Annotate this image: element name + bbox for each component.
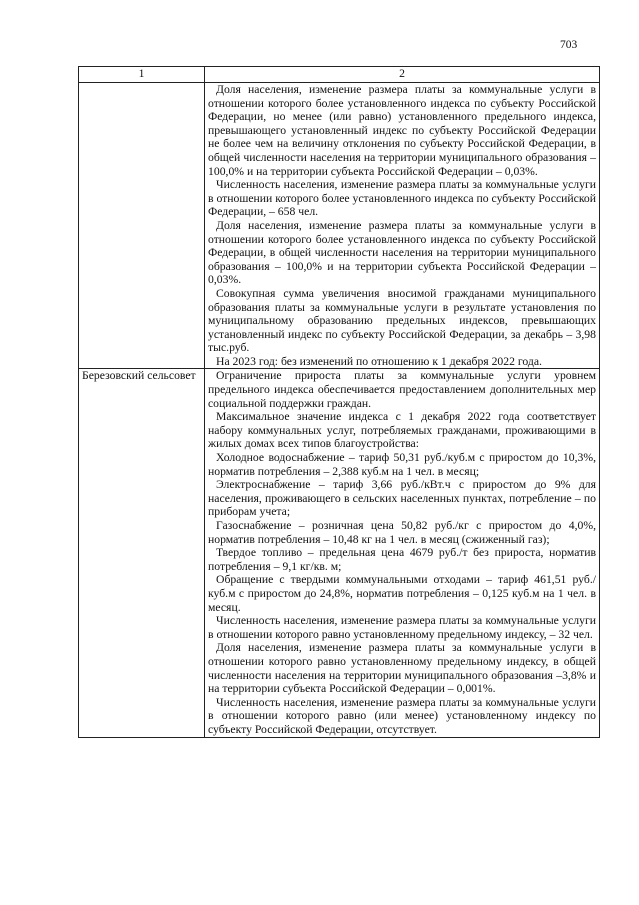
row1-municipality-cell <box>79 83 205 369</box>
document-table <box>78 66 600 738</box>
page-number: 703 <box>560 39 578 51</box>
row2-paragraph: Численность населения, изменение размера платы за коммунальные услуги в отношении которого равно (или менее) установленному индексу по субъекту Российской Федерации, отсутствует. <box>208 695 596 736</box>
row2-paragraph: Газоснабжение – розничная цена 50,82 руб./кг с приростом до 4,0%, норматив потребления – 10,48 кг на 1 чел. в месяц (сжиженный газ); <box>208 519 596 546</box>
column-header-1: 1 <box>79 67 205 83</box>
row1-paragraph: Доля населения, изменение размера платы за коммунальные услуги в отношении которого более установленного индекса по субъекту Российской Федерации, но менее (или равно) установленного предельного индекса, превышающего установленный индекс по субъекту Российской Федерации не более чем на величину отклонения по субъекту Российской Федерации, в общей численности населения на территории муниципального образования – 100,0% и на территории субъекта Российской Федерации – 0,03%. <box>208 83 596 178</box>
row1-paragraph: На 2023 год: без изменений по отношению к 1 декабря 2022 года. <box>216 354 542 368</box>
row2-municipality-cell <box>79 369 205 737</box>
row2-municipality-name: Березовский сельсовет <box>82 369 196 383</box>
row1-description-cell <box>205 83 600 369</box>
row2-paragraph: Холодное водоснабжение – тариф 50,31 руб./куб.м с приростом до 10,3%, норматив потребления – 2,388 куб.м на 1 чел. в месяц; <box>208 451 596 478</box>
table-row <box>79 83 600 369</box>
row2-description-cell <box>205 369 600 737</box>
row1-paragraph: Численность населения, изменение размера платы за коммунальные услуги в отношении которого более установленного индекса по субъекту Российской Федерации, – 658 чел. <box>208 178 597 219</box>
row1-paragraph: Совокупная сумма увеличения вносимой гражданами муниципального образования платы за коммунальные услуги в результате установления по муниципальному образованию предельных индексов, превышающих установленный индекс по субъекту Российской Федерации, за декабрь – 3,98 тыс.руб. <box>208 286 596 355</box>
table-row <box>79 369 600 737</box>
column-header-2: 2 <box>205 67 600 83</box>
row2-paragraph: Твердое топливо – предельная цена 4679 руб./т без прироста, норматив потребления – 9,1 кг/кв. м; <box>208 546 596 573</box>
row1-paragraph: Доля населения, изменение размера платы за коммунальные услуги в отношении которого более установленного индекса по субъекту Российской Федерации, в общей численности населения на территории муниципального образования – 100,0% и на территории субъекта Российской Федерации – 0,03%. <box>208 218 596 287</box>
table-header-row <box>79 67 600 83</box>
row2-paragraph: Доля населения, изменение размера платы за коммунальные услуги в отношении которого равно установленному предельному индексу, в общей численности населения на территории муниципального образования –3,8% и на территории субъекта Российской Федерации – 0,001%. <box>208 641 596 696</box>
row2-paragraph: Максимальное значение индекса с 1 декабря 2022 года соответствует набору коммунальных услуг, потребляемых гражданами, проживающими в жилых домах всех типов благоустройства: <box>208 410 596 451</box>
row2-paragraph: Обращение с твердыми коммунальными отходами – тариф 461,51 руб./куб.м с приростом до 24,8%, норматив потребления – 0,125 куб.м на 1 чел. в месяц. <box>208 573 596 614</box>
row2-paragraph: Численность населения, изменение размера платы за коммунальные услуги в отношении которого равно установленному предельному индексу, – 32 чел. <box>208 614 596 641</box>
row2-paragraph: Ограничение прироста платы за коммунальные услуги уровнем предельного индекса обеспечивается предоставлением дополнительных мер социальной поддержки граждан. <box>208 369 596 410</box>
row2-paragraph: Электроснабжение – тариф 3,66 руб./кВт.ч с приростом до 9% для населения, проживающего в сельских населенных пунктах, потребление – по приборам учета; <box>208 478 596 519</box>
